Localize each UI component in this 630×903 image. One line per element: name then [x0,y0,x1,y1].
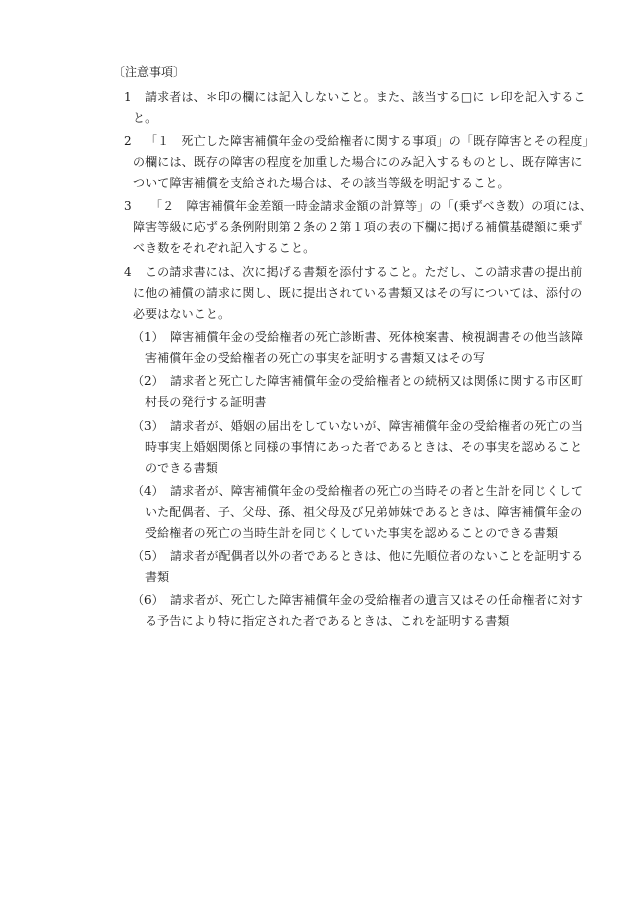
note-line: 書類 [145,570,170,584]
note-line: ついて障害補償を支給された場合は、その該当等級を明記すること。 [133,176,510,190]
note-line: 請求者と死亡した障害補償年金の受給権者との続柄又は関係に関する市区町 [170,374,584,388]
note-line: のできる書類 [145,461,218,475]
note-line: 障害補償年金の受給権者の死亡診断書、死体検案書、検視調書その他当該障 [170,330,584,344]
note-number: 1 [124,90,132,104]
note-number: 2 [124,134,132,148]
subitem-number: （6） [132,593,164,607]
note-line: 村長の発行する証明書 [145,395,267,409]
note-line: この請求書には、次に掲げる書類を添付すること。ただし、この請求書の提出前 [145,265,583,279]
subitem-number: （4） [132,484,164,498]
note-line: 請求者は、＊印の欄には記入しないこと。また、該当する□に レ印を記入するこ [145,90,586,104]
note-line: いた配偶者、子、父母、孫、祖父母及び兄弟姉妹であるときは、障害補償年金の [145,505,583,519]
note-line: 障害等級に応ずる条例附則第２条の２第１項の表の下欄に掲げる補償基礎額に乗ず [133,220,583,234]
note-line: 請求者が配偶者以外の者であるときは、他に先順位者のないことを証明する [170,549,584,563]
note-line: と。 [133,111,158,125]
note-line: に他の補償の請求に関し、既に提出されている書類又はその写については、添付の [133,286,583,300]
subitem-number: （3） [132,419,164,433]
note-line: る予告により特に指定された者であるときは、これを証明する書類 [145,614,510,628]
note-line: 請求者が、死亡した障害補償年金の受給権者の遺言又はその任命権者に対す [170,593,584,607]
note-line: 必要はないこと。 [133,307,231,321]
notes-heading: 〔注意事項〕 [113,65,186,79]
note-line: 請求者が、障害補償年金の受給権者の死亡の当時その者と生計を同じくして [170,484,584,498]
note-line: 受給権者の死亡の当時生計を同じくしていた事実を認めることのできる書類 [145,526,559,540]
note-line: 「１ 死亡した障害補償年金の受給権者に関する事項」の「既存障害とその程度」 [145,134,595,148]
note-number: 4 [124,265,132,279]
subitem-number: （5） [132,549,164,563]
note-line: べき数をそれぞれ記入すること。 [133,241,316,255]
note-line: 時事実上婚姻関係と同様の事情にあった者であるときは、その事実を認めること [145,440,583,454]
subitem-number: （2） [132,374,164,388]
note-number: 3 [124,199,132,213]
note-line: 害補償年金の受給権者の死亡の事実を証明する書類又はその写 [145,351,486,365]
note-line: 請求者が、婚姻の届出をしていないが、障害補償年金の受給権者の死亡の当 [170,419,584,433]
note-line: の欄には、既存の障害の程度を加重した場合にのみ記入するものとし、既存障害に [133,155,583,169]
subitem-number: （1） [132,330,164,344]
note-line: 「２ 障害補償年金差額一時金請求金額の計算等」の「(乗ずべき数）の項には、 [150,199,592,213]
